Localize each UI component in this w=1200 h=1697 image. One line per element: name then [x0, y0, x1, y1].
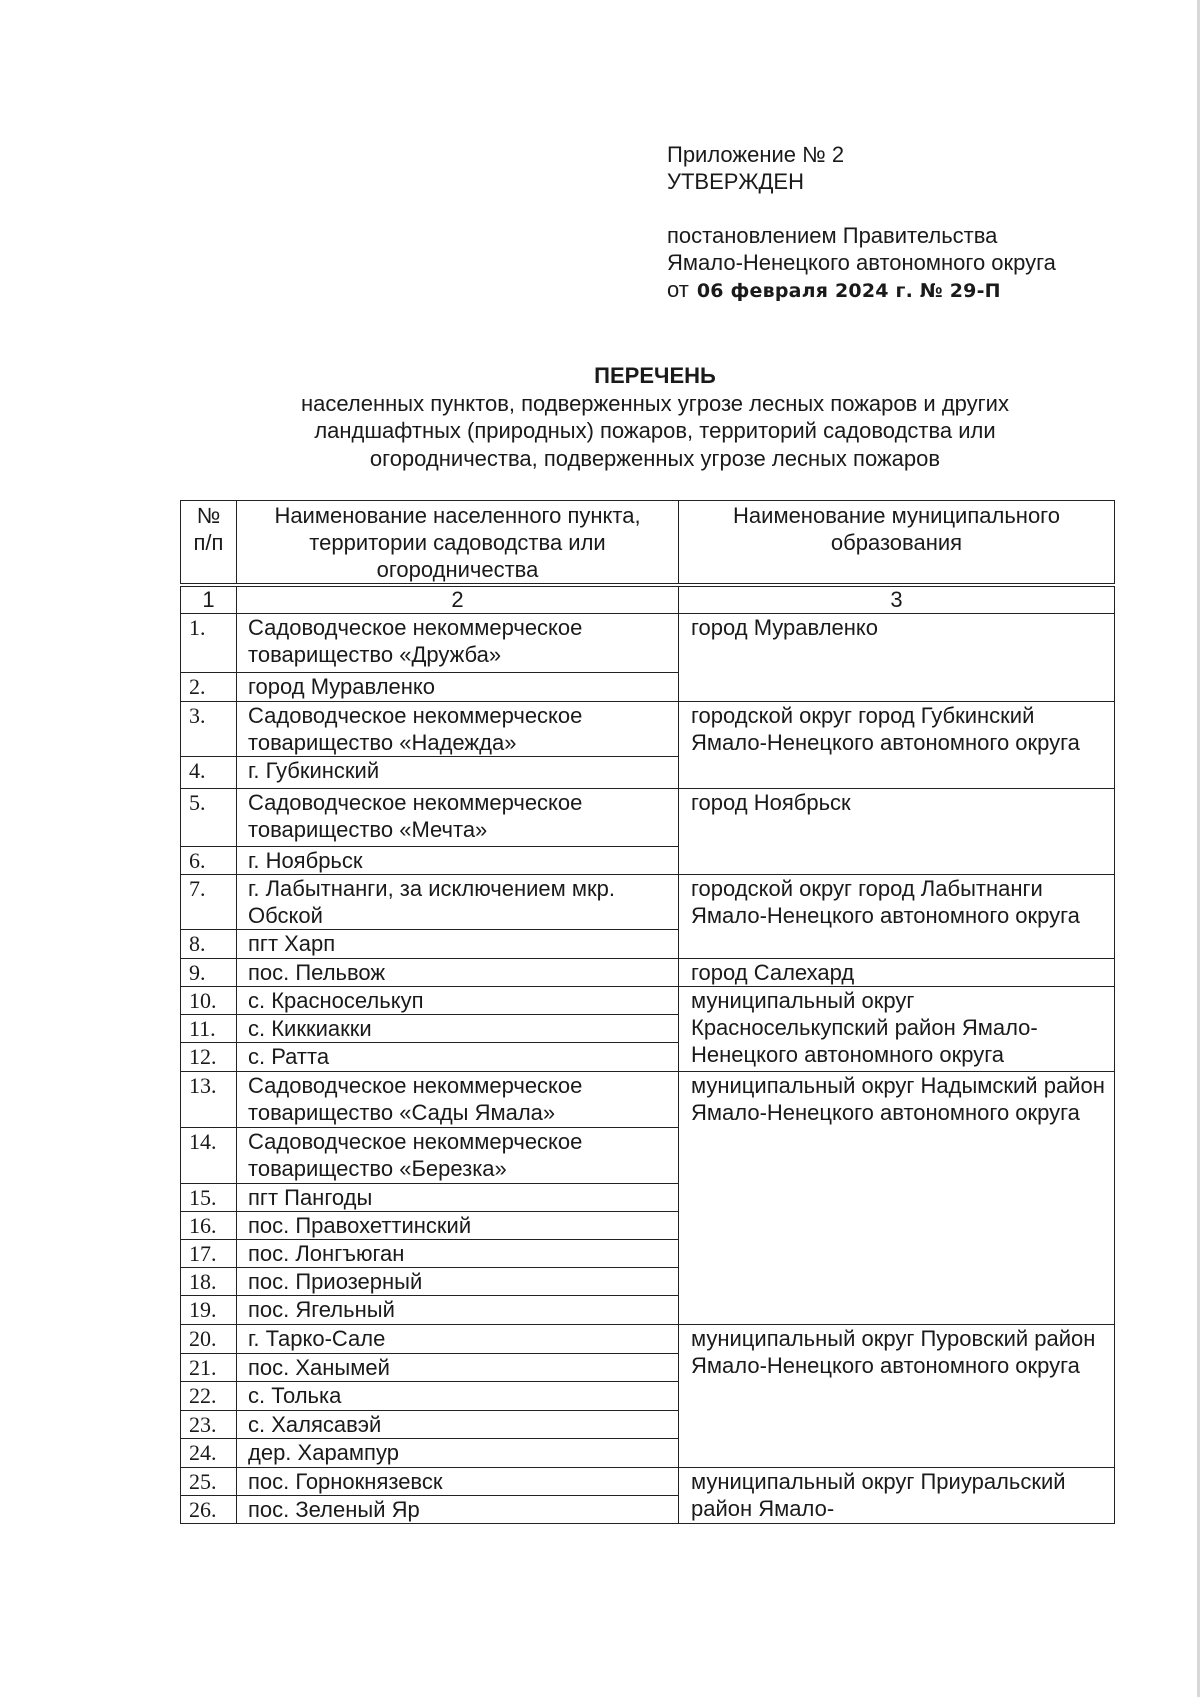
row-number: 23.: [181, 1411, 237, 1439]
row-number: 21.: [181, 1354, 237, 1382]
row-number: 6.: [181, 847, 237, 875]
row-number: 4.: [181, 757, 237, 789]
settlement-name: пос. Пельвож: [237, 959, 679, 987]
municipality-name: городской округ город Губкинский Ямало-Ненецкого автономного округа: [679, 702, 1115, 789]
row-number: 5.: [181, 789, 237, 847]
row-number: 22.: [181, 1382, 237, 1411]
document-title: ПЕРЕЧЕНЬ: [594, 363, 716, 388]
header-num: № п/п: [181, 501, 237, 584]
approval-header: [667, 141, 1137, 305]
settlement-name: пос. Ханымей: [237, 1354, 679, 1382]
row-number: 24.: [181, 1439, 237, 1468]
decree-line-3: [667, 276, 1137, 305]
municipality-name: городской округ город Лабытнанги Ямало-Ненецкого автономного округа: [679, 875, 1115, 959]
column-number-row: [181, 587, 1115, 614]
row-number: 18.: [181, 1268, 237, 1296]
row-number: 11.: [181, 1015, 237, 1043]
settlement-name: пос. Зеленый Яр: [237, 1496, 679, 1524]
table-row: [181, 1325, 1115, 1354]
approved-label: УТВЕРЖДЕН: [667, 169, 804, 194]
row-number: 2.: [181, 673, 237, 702]
header-municipality: Наименование муниципального образования: [679, 501, 1115, 584]
settlement-name: Садоводческое некоммерческое товарищество «Березка»: [237, 1128, 679, 1184]
municipality-name: муниципальный округ Красноселькупский район Ямало-Ненецкого автономного округа: [679, 987, 1115, 1072]
document-title-block: [180, 362, 1130, 472]
settlements-table: [180, 586, 1115, 1524]
settlement-name: г. Лабытнанги, за исключением мкр. Обской: [237, 875, 679, 930]
row-number: 9.: [181, 959, 237, 987]
subtitle-line: огородничества, подверженных угрозе лесных пожаров: [369, 445, 941, 471]
settlement-name: с. Ратта: [237, 1043, 679, 1072]
header-name: Наименование населенного пункта, территории садоводства или огородничества: [237, 501, 679, 584]
municipality-name: город Салехард: [679, 959, 1115, 987]
row-number: 10.: [181, 987, 237, 1015]
municipality-name: муниципальный округ Пуровский район Ямало-Ненецкого автономного округа: [679, 1325, 1115, 1468]
column-number: 3: [679, 587, 1115, 614]
settlement-name: пгт Харп: [237, 930, 679, 959]
row-number: 17.: [181, 1240, 237, 1268]
settlement-name: Садоводческое некоммерческое товарищество «Мечта»: [237, 789, 679, 847]
subtitle-line: ландшафтных (природных) пожаров, территорий садоводства или: [314, 418, 996, 443]
settlement-name: Садоводческое некоммерческое товарищество «Дружба»: [237, 614, 679, 673]
municipality-name: город Муравленко: [679, 614, 1115, 702]
table-row: [181, 702, 1115, 757]
settlement-name: дер. Харампур: [237, 1439, 679, 1468]
decree-prefix: от: [667, 277, 689, 302]
appendix-label: Приложение № 2: [667, 142, 845, 167]
row-number: 14.: [181, 1128, 237, 1184]
settlement-name: с. Толька: [237, 1382, 679, 1411]
table-row: [181, 875, 1115, 930]
table-row: [181, 959, 1115, 987]
settlement-name: г. Ноябрьск: [237, 847, 679, 875]
decree-date-number: 06 февраля 2024 г. № 29-П: [696, 280, 1001, 302]
decree-line-2: Ямало-Ненецкого автономного округа: [667, 250, 1056, 275]
subtitle-line: населенных пунктов, подверженных угрозе лесных пожаров и других: [301, 390, 1009, 416]
settlement-name: г. Тарко-Сале: [237, 1325, 679, 1354]
settlement-name: пос. Правохеттинский: [237, 1212, 679, 1240]
settlement-name: пос. Ягельный: [237, 1296, 679, 1325]
settlement-name: г. Губкинский: [237, 757, 679, 789]
row-number: 25.: [181, 1468, 237, 1496]
column-number: 2: [237, 587, 679, 614]
row-number: 12.: [181, 1043, 237, 1072]
row-number: 7.: [181, 875, 237, 930]
row-number: 26.: [181, 1496, 237, 1524]
settlement-name: с. Киккиакки: [237, 1015, 679, 1043]
row-number: 20.: [181, 1325, 237, 1354]
municipality-name: муниципальный округ Приуральский район Ямало-: [679, 1468, 1115, 1524]
table-row: [181, 1072, 1115, 1128]
row-number: 3.: [181, 702, 237, 757]
settlement-name: пос. Лонгъюган: [237, 1240, 679, 1268]
settlement-name: пос. Горнокнязевск: [237, 1468, 679, 1496]
row-number: 8.: [181, 930, 237, 959]
column-number: 1: [181, 587, 237, 614]
row-number: 16.: [181, 1212, 237, 1240]
decree-line-1: постановлением Правительства: [667, 223, 998, 248]
row-number: 13.: [181, 1072, 237, 1128]
settlement-name: Садоводческое некоммерческое товарищество «Сады Ямала»: [237, 1072, 679, 1128]
table-row: [181, 614, 1115, 673]
table-header: [180, 500, 1115, 584]
settlement-name: пгт Пангоды: [237, 1184, 679, 1212]
settlement-name: город Муравленко: [237, 673, 679, 702]
table-row: [181, 1468, 1115, 1496]
table-row: [181, 987, 1115, 1015]
row-number: 19.: [181, 1296, 237, 1325]
settlement-name: с. Красноселькуп: [237, 987, 679, 1015]
settlement-name: пос. Приозерный: [237, 1268, 679, 1296]
municipality-name: город Ноябрьск: [679, 789, 1115, 875]
row-number: 1.: [181, 614, 237, 673]
row-number: 15.: [181, 1184, 237, 1212]
table-row: [181, 789, 1115, 847]
settlement-name: с. Халясавэй: [237, 1411, 679, 1439]
municipality-name: муниципальный округ Надымский район Ямало-Ненецкого автономного округа: [679, 1072, 1115, 1325]
settlement-name: Садоводческое некоммерческое товарищество «Надежда»: [237, 702, 679, 757]
